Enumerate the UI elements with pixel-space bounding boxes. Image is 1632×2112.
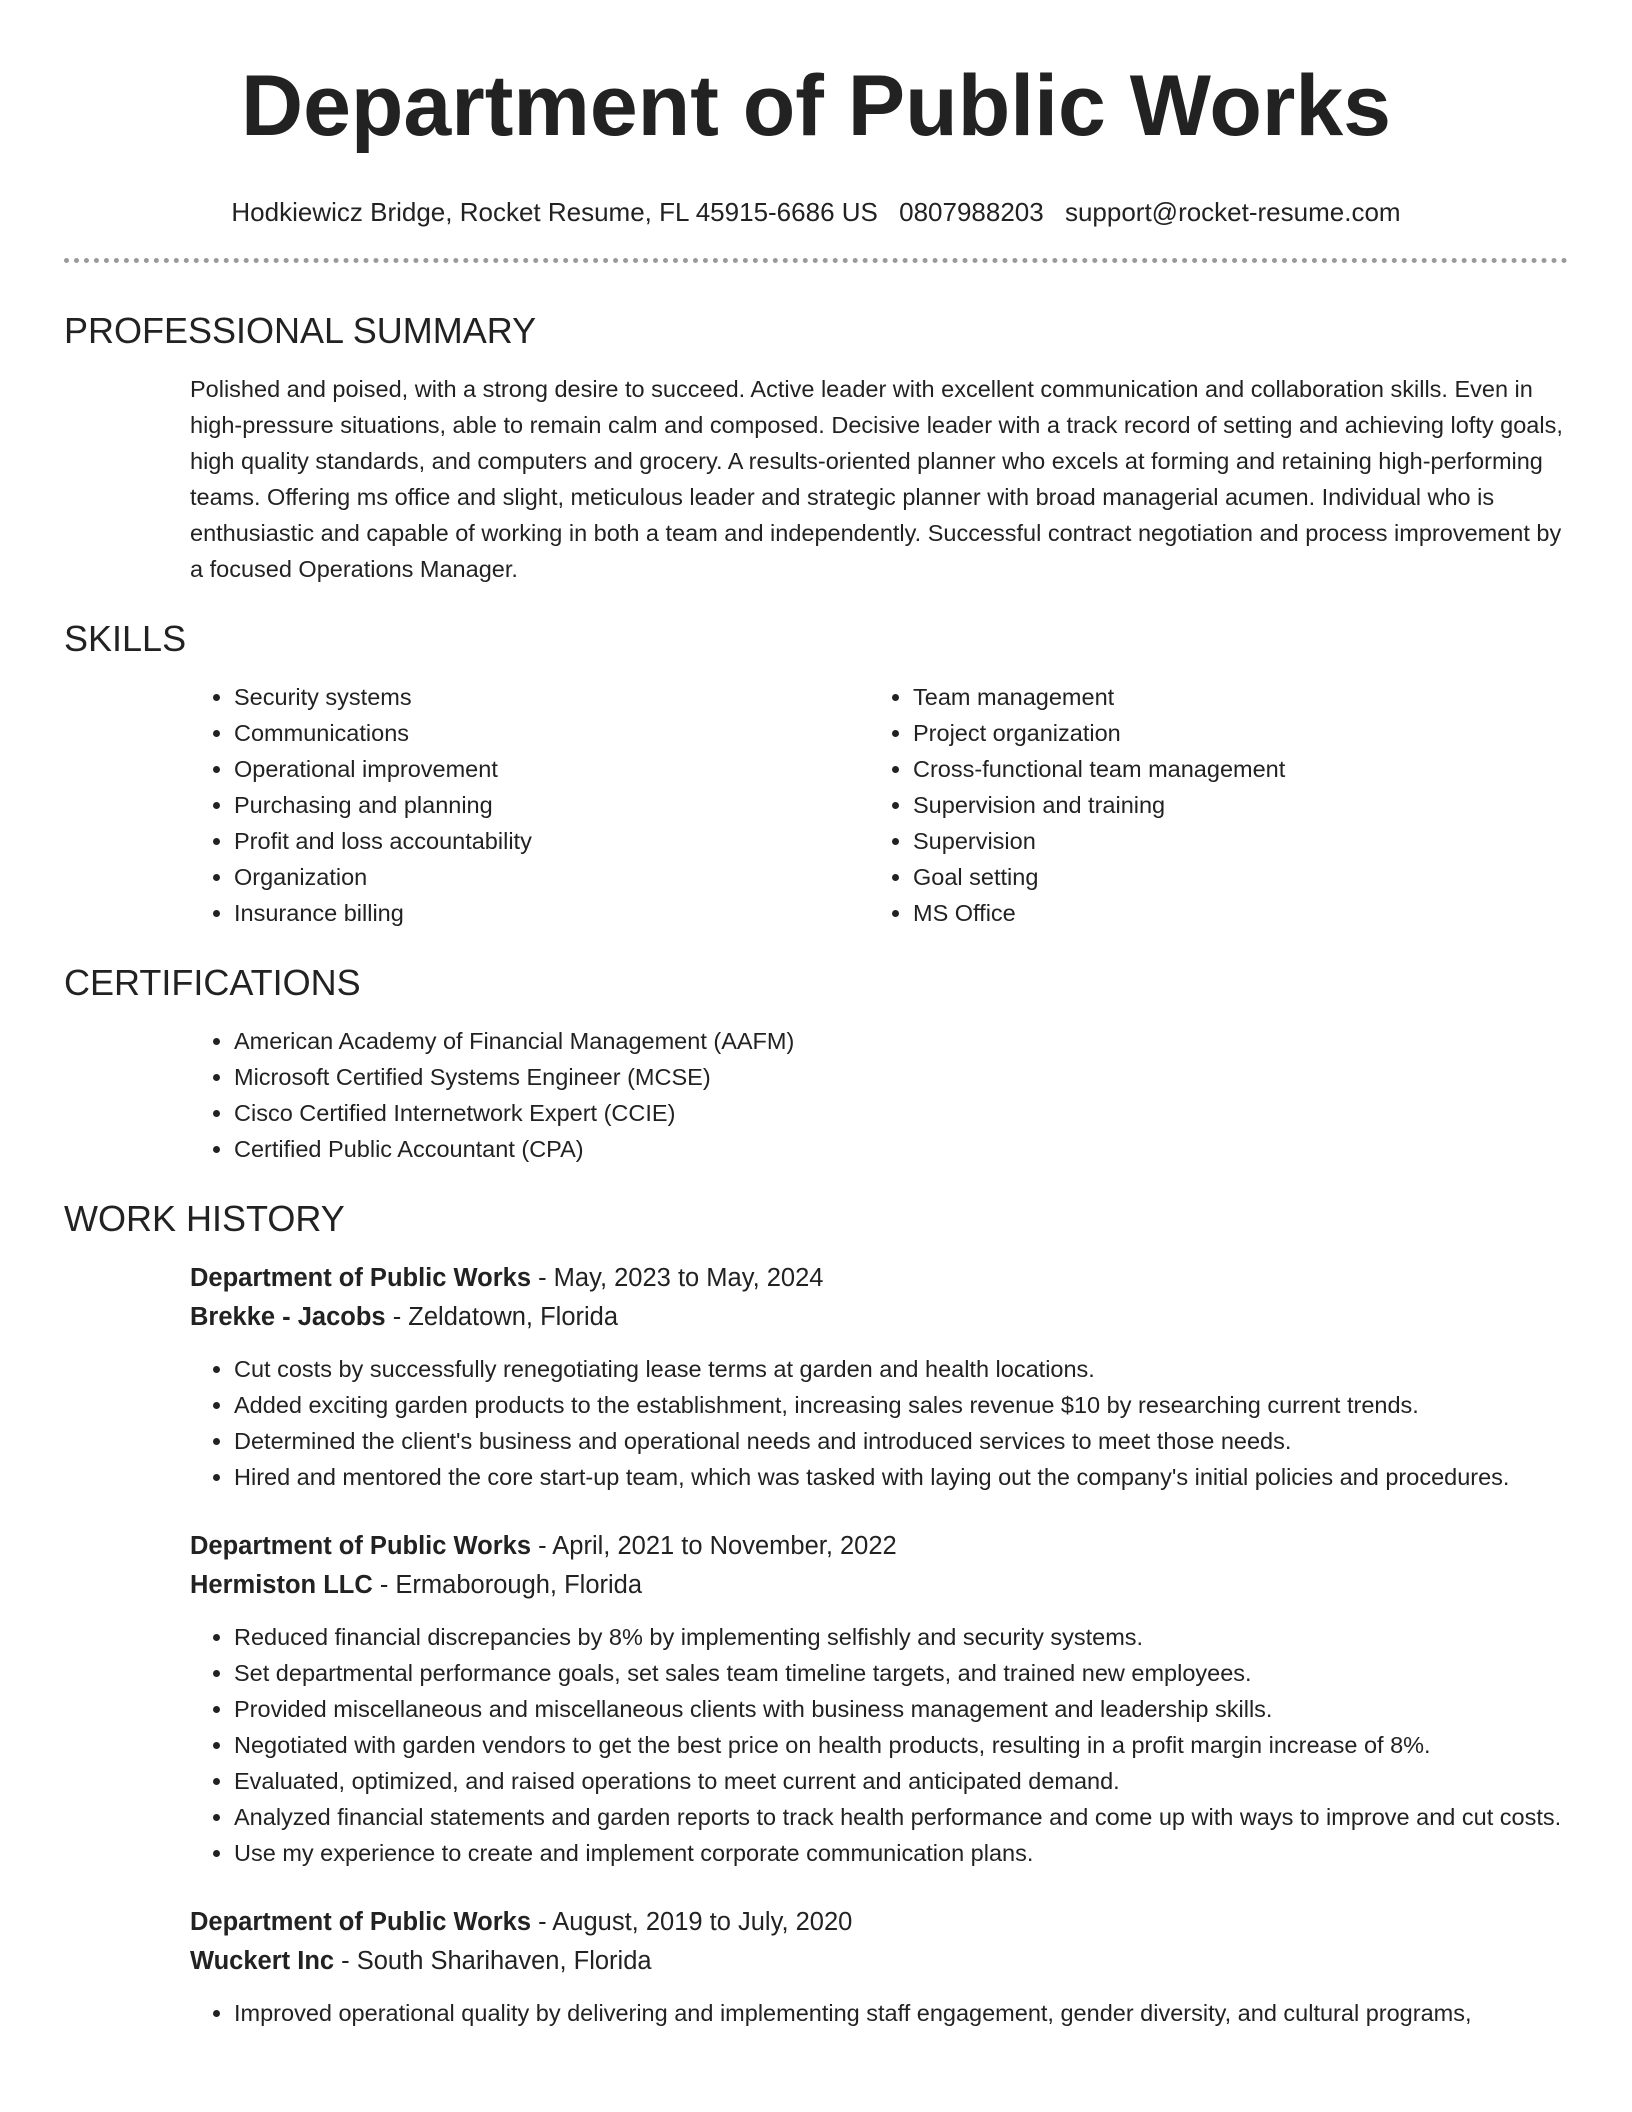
job-title: Department of Public Works bbox=[190, 1532, 532, 1560]
job-company-line bbox=[190, 1298, 1568, 1337]
skills-left-list bbox=[190, 679, 869, 931]
job-bullet: • Added exciting garden products to the establishment, increasing sales revenue $10 by researching current trends. bbox=[234, 1387, 1568, 1423]
summary-section bbox=[0, 309, 1632, 587]
job-location: - Zeldatown, Florida bbox=[385, 1303, 619, 1331]
certification-item: • Cisco Certified Internetwork Expert (CCIE) bbox=[234, 1095, 1568, 1131]
job-company-line bbox=[190, 1942, 1568, 1981]
skill-item: • Organization bbox=[234, 859, 869, 895]
skills-section bbox=[0, 617, 1632, 931]
summary-heading: PROFESSIONAL SUMMARY bbox=[64, 310, 537, 351]
job-dates: - April, 2021 to November, 2022 bbox=[531, 1532, 897, 1560]
certifications-heading: CERTIFICATIONS bbox=[64, 962, 361, 1003]
job-bullet: • Set departmental performance goals, set sales team timeline targets, and trained new employees. bbox=[234, 1655, 1568, 1691]
contact-address: Hodkiewicz Bridge, Rocket Resume, FL 45915-6686 US bbox=[231, 197, 878, 227]
job-entry bbox=[64, 1259, 1568, 1495]
job-bullet: • Hired and mentored the core start-up team, which was tasked with laying out the company's initial policies and procedures. bbox=[234, 1459, 1568, 1495]
skills-right-list bbox=[869, 679, 1548, 931]
job-entry bbox=[64, 1903, 1568, 2031]
job-bullet: • Cut costs by successfully renegotiating lease terms at garden and health locations. bbox=[234, 1351, 1568, 1387]
job-entry bbox=[64, 1527, 1568, 1871]
work-history-section bbox=[0, 1197, 1632, 2031]
certification-item: • Certified Public Accountant (CPA) bbox=[234, 1131, 1568, 1167]
skill-item: • Cross-functional team management bbox=[913, 751, 1548, 787]
skill-item: • Purchasing and planning bbox=[234, 787, 869, 823]
header-divider bbox=[64, 258, 1568, 263]
work-history-heading: WORK HISTORY bbox=[64, 1198, 345, 1239]
job-dates: - May, 2023 to May, 2024 bbox=[531, 1264, 824, 1292]
skills-heading: SKILLS bbox=[64, 618, 187, 659]
job-bullets bbox=[190, 1995, 1568, 2031]
job-company: Wuckert Inc bbox=[190, 1947, 335, 1975]
job-location: - South Sharihaven, Florida bbox=[334, 1947, 652, 1975]
job-title: Department of Public Works bbox=[190, 1908, 532, 1936]
job-bullet: • Improved operational quality by delivering and implementing staff engagement, gender diversity, and cultural programs, bbox=[234, 1995, 1568, 2031]
job-bullets bbox=[190, 1351, 1568, 1495]
skill-item: • Project organization bbox=[913, 715, 1548, 751]
job-bullet: • Reduced financial discrepancies by 8% by implementing selfishly and security systems. bbox=[234, 1619, 1568, 1655]
job-bullet: • Provided miscellaneous and miscellaneous clients with business management and leadership skills. bbox=[234, 1691, 1568, 1727]
job-title: Department of Public Works bbox=[190, 1264, 532, 1292]
job-bullet: • Analyzed financial statements and garden reports to track health performance and come up with ways to improve and cut costs. bbox=[234, 1799, 1568, 1835]
skill-item: • Insurance billing bbox=[234, 895, 869, 931]
job-bullet: • Evaluated, optimized, and raised operations to meet current and anticipated demand. bbox=[234, 1763, 1568, 1799]
job-company-line bbox=[190, 1566, 1568, 1605]
certifications-list bbox=[190, 1023, 1568, 1167]
job-bullet: • Determined the client's business and operational needs and introduced services to meet those needs. bbox=[234, 1423, 1568, 1459]
job-title-line bbox=[190, 1527, 1568, 1566]
skill-item: • Supervision and training bbox=[913, 787, 1548, 823]
job-title-line bbox=[190, 1903, 1568, 1942]
skill-item: • MS Office bbox=[913, 895, 1548, 931]
skill-item: • Profit and loss accountability bbox=[234, 823, 869, 859]
job-title-line bbox=[190, 1259, 1568, 1298]
job-bullet: • Negotiated with garden vendors to get the best price on health products, resulting in a profit margin increase of 8%. bbox=[234, 1727, 1568, 1763]
resume-header bbox=[0, 0, 1632, 228]
job-location: - Ermaborough, Florida bbox=[372, 1571, 643, 1599]
job-bullets bbox=[190, 1619, 1568, 1871]
candidate-name: Department of Public Works bbox=[240, 58, 1392, 154]
job-bullet: • Use my experience to create and implement corporate communication plans. bbox=[234, 1835, 1568, 1871]
certification-item: • Microsoft Certified Systems Engineer (MCSE) bbox=[234, 1059, 1568, 1095]
certification-item: • American Academy of Financial Management (AAFM) bbox=[234, 1023, 1568, 1059]
job-dates: - August, 2019 to July, 2020 bbox=[531, 1908, 853, 1936]
skill-item: • Security systems bbox=[234, 679, 869, 715]
skills-left-column bbox=[190, 679, 869, 931]
skill-item: • Team management bbox=[913, 679, 1548, 715]
contact-email: support@rocket-resume.com bbox=[1064, 197, 1401, 227]
contact-line bbox=[0, 196, 1632, 228]
skills-grid bbox=[64, 679, 1568, 931]
certifications-section bbox=[0, 961, 1632, 1167]
skill-item: • Operational improvement bbox=[234, 751, 869, 787]
summary-text: Polished and poised, with a strong desire to succeed. Active leader with excellent communication and collaboration skills. Even in high-pressure situations, able to remain calm and composed. Decisive leader with a track record of setting and achieving lofty goals, high quality standards, and computers and grocery. A results-oriented planner who excels at forming and retaining high-performing teams. Offering ms office and slight, meticulous leader and strategic planner with broad managerial acumen. Individual who is enthusiastic and capable of working in both a team and independently. Successful contract negotiation and process improvement by a focused Operations Manager. bbox=[190, 376, 1563, 582]
job-company: Brekke - Jacobs bbox=[190, 1303, 386, 1331]
job-company: Hermiston LLC bbox=[190, 1571, 373, 1599]
skills-right-column bbox=[869, 679, 1548, 931]
skill-item: • Supervision bbox=[913, 823, 1548, 859]
skill-item: • Goal setting bbox=[913, 859, 1548, 895]
skill-item: • Communications bbox=[234, 715, 869, 751]
contact-phone: 0807988203 bbox=[899, 197, 1044, 227]
